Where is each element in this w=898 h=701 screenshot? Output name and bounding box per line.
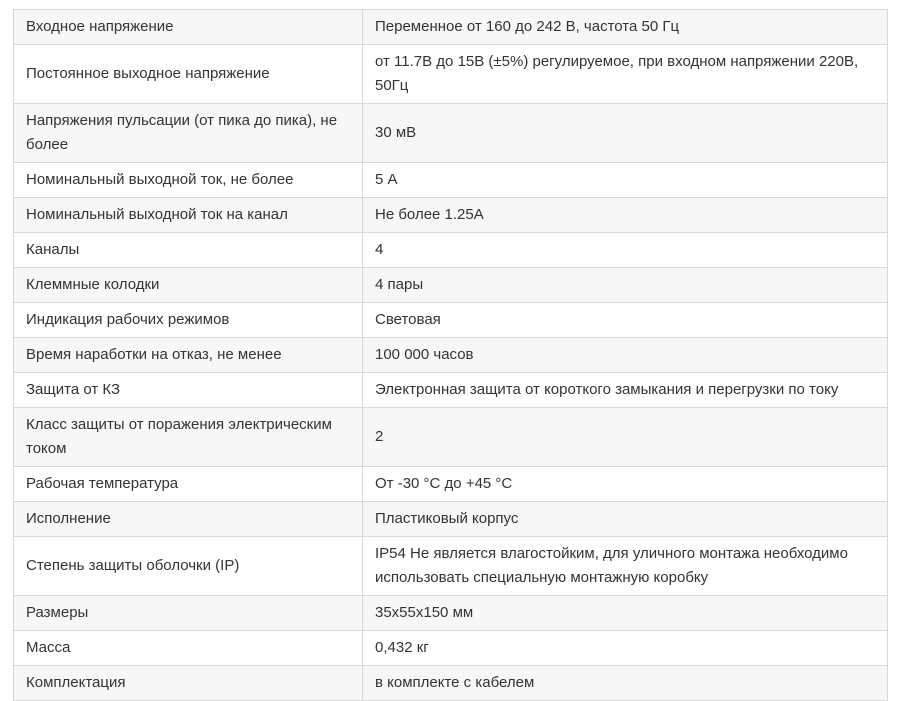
param-cell: Номинальный выходной ток, не более xyxy=(14,163,363,198)
value-cell: 4 xyxy=(363,233,888,268)
table-row xyxy=(14,502,888,537)
param-cell: Комплектация xyxy=(14,666,363,701)
spec-table-body xyxy=(14,10,888,701)
value-cell: Пластиковый корпус xyxy=(363,502,888,537)
value-cell: Переменное от 160 до 242 В, частота 50 Гц xyxy=(363,10,888,45)
value-cell: 4 пары xyxy=(363,268,888,303)
table-row xyxy=(14,631,888,666)
table-row xyxy=(14,596,888,631)
table-row xyxy=(14,303,888,338)
spec-table-container xyxy=(13,9,887,701)
table-row xyxy=(14,198,888,233)
table-row xyxy=(14,163,888,198)
table-row xyxy=(14,268,888,303)
param-cell: Исполнение xyxy=(14,502,363,537)
param-cell: Размеры xyxy=(14,596,363,631)
param-cell: Защита от КЗ xyxy=(14,373,363,408)
value-cell: в комплекте с кабелем xyxy=(363,666,888,701)
param-cell: Степень защиты оболочки (IP) xyxy=(14,537,363,596)
param-cell: Клеммные колодки xyxy=(14,268,363,303)
param-cell: Каналы xyxy=(14,233,363,268)
param-cell: Напряжения пульсации (от пика до пика), не более xyxy=(14,104,363,163)
value-cell: 30 мВ xyxy=(363,104,888,163)
value-cell: от 11.7В до 15В (±5%) регулируемое, при входном напряжении 220В, 50Гц xyxy=(363,45,888,104)
spec-table xyxy=(13,9,888,701)
table-row xyxy=(14,104,888,163)
value-cell: Не более 1.25А xyxy=(363,198,888,233)
param-cell: Постоянное выходное напряжение xyxy=(14,45,363,104)
param-cell: Рабочая температура xyxy=(14,467,363,502)
value-cell: Световая xyxy=(363,303,888,338)
value-cell: 35х55х150 мм xyxy=(363,596,888,631)
value-cell: 5 А xyxy=(363,163,888,198)
table-row xyxy=(14,666,888,701)
value-cell: От -30 °С до +45 °С xyxy=(363,467,888,502)
table-row xyxy=(14,408,888,467)
param-cell: Индикация рабочих режимов xyxy=(14,303,363,338)
param-cell: Входное напряжение xyxy=(14,10,363,45)
table-row xyxy=(14,10,888,45)
value-cell: 100 000 часов xyxy=(363,338,888,373)
table-row xyxy=(14,233,888,268)
value-cell: 0,432 кг xyxy=(363,631,888,666)
param-cell: Масса xyxy=(14,631,363,666)
param-cell: Класс защиты от поражения электрическим током xyxy=(14,408,363,467)
table-row xyxy=(14,338,888,373)
param-cell: Время наработки на отказ, не менее xyxy=(14,338,363,373)
table-row xyxy=(14,45,888,104)
table-row xyxy=(14,373,888,408)
value-cell: Электронная защита от короткого замыкания и перегрузки по току xyxy=(363,373,888,408)
table-row xyxy=(14,537,888,596)
param-cell: Номинальный выходной ток на канал xyxy=(14,198,363,233)
table-row xyxy=(14,467,888,502)
value-cell: IP54 Не является влагостойким, для уличного монтажа необходимо использовать специальную монтажную коробку xyxy=(363,537,888,596)
value-cell: 2 xyxy=(363,408,888,467)
